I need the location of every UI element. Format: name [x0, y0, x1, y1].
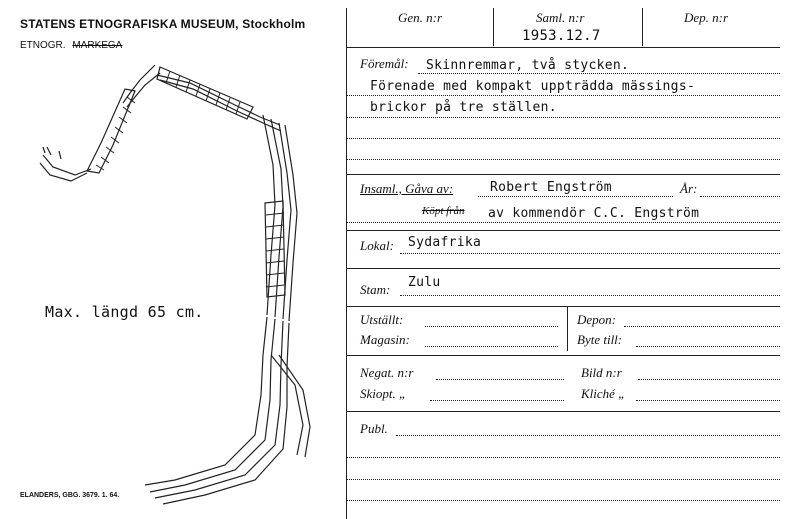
museum-title: STATENS ETNOGRAFISKA MUSEUM, Stockholm: [20, 17, 306, 31]
kopt-label: Köpt från: [422, 205, 465, 217]
foremal-rule: [346, 174, 780, 175]
insaml-rule: [346, 230, 780, 231]
foremal-line-1: Skinnremmar, två stycken.: [426, 58, 630, 73]
header-rule: [346, 47, 780, 48]
lokal-rule: [346, 268, 780, 269]
stam-value: Zulu: [408, 275, 441, 290]
lokal-value: Sydafrika: [408, 235, 482, 250]
object-sketch: [35, 55, 325, 505]
foremal-label: Föremål:: [360, 56, 409, 71]
saml-label: Saml. n:r: [536, 10, 585, 25]
status-divider: [567, 307, 568, 351]
stam-label: Stam:: [360, 282, 391, 297]
panel-divider: [346, 8, 347, 519]
printer-imprint: ELANDERS, GBG. 3679. 1. 64.: [20, 492, 120, 499]
foremal-line-3: brickor på tre ställen.: [370, 100, 557, 115]
magasin-label: Magasin:: [360, 332, 410, 347]
negat-label: Negat. n:r: [360, 365, 414, 380]
etnogr-line: [20, 40, 122, 51]
header-divider-1: [493, 8, 494, 46]
etnogr-label: ETNOGR.: [20, 40, 66, 51]
skiopt-label: Skiopt. „: [360, 386, 407, 401]
kliche-label: Kliché „: [581, 386, 626, 401]
foremal-line-2: Förenade med kompakt uppträdda mässings-: [370, 79, 696, 94]
insaml-label: Insaml., Gåva av:: [360, 181, 454, 196]
byte-label: Byte till:: [577, 332, 623, 347]
header-divider-2: [642, 8, 643, 46]
gen-label: Gen. n:r: [398, 10, 443, 25]
bild-label: Bild n:r: [581, 365, 622, 380]
stam-rule: [346, 306, 780, 307]
insaml-value: Robert Engström: [490, 180, 612, 195]
saml-value: 1953.12.7: [522, 28, 601, 44]
utstallt-label: Utställt:: [360, 312, 404, 327]
size-note: Max. längd 65 cm.: [45, 303, 204, 321]
publ-label: Publ.: [360, 421, 388, 436]
dep-label: Dep. n:r: [684, 10, 729, 25]
kopt-value: av kommendör C.C. Engström: [488, 206, 700, 221]
photo-rule: [346, 411, 780, 412]
ar-label: År:: [680, 181, 698, 196]
lokal-label: Lokal:: [360, 238, 394, 253]
status-rule: [346, 355, 780, 356]
depon-label: Depon:: [577, 312, 616, 327]
etnogr-struck: MARKEGA: [72, 40, 123, 51]
